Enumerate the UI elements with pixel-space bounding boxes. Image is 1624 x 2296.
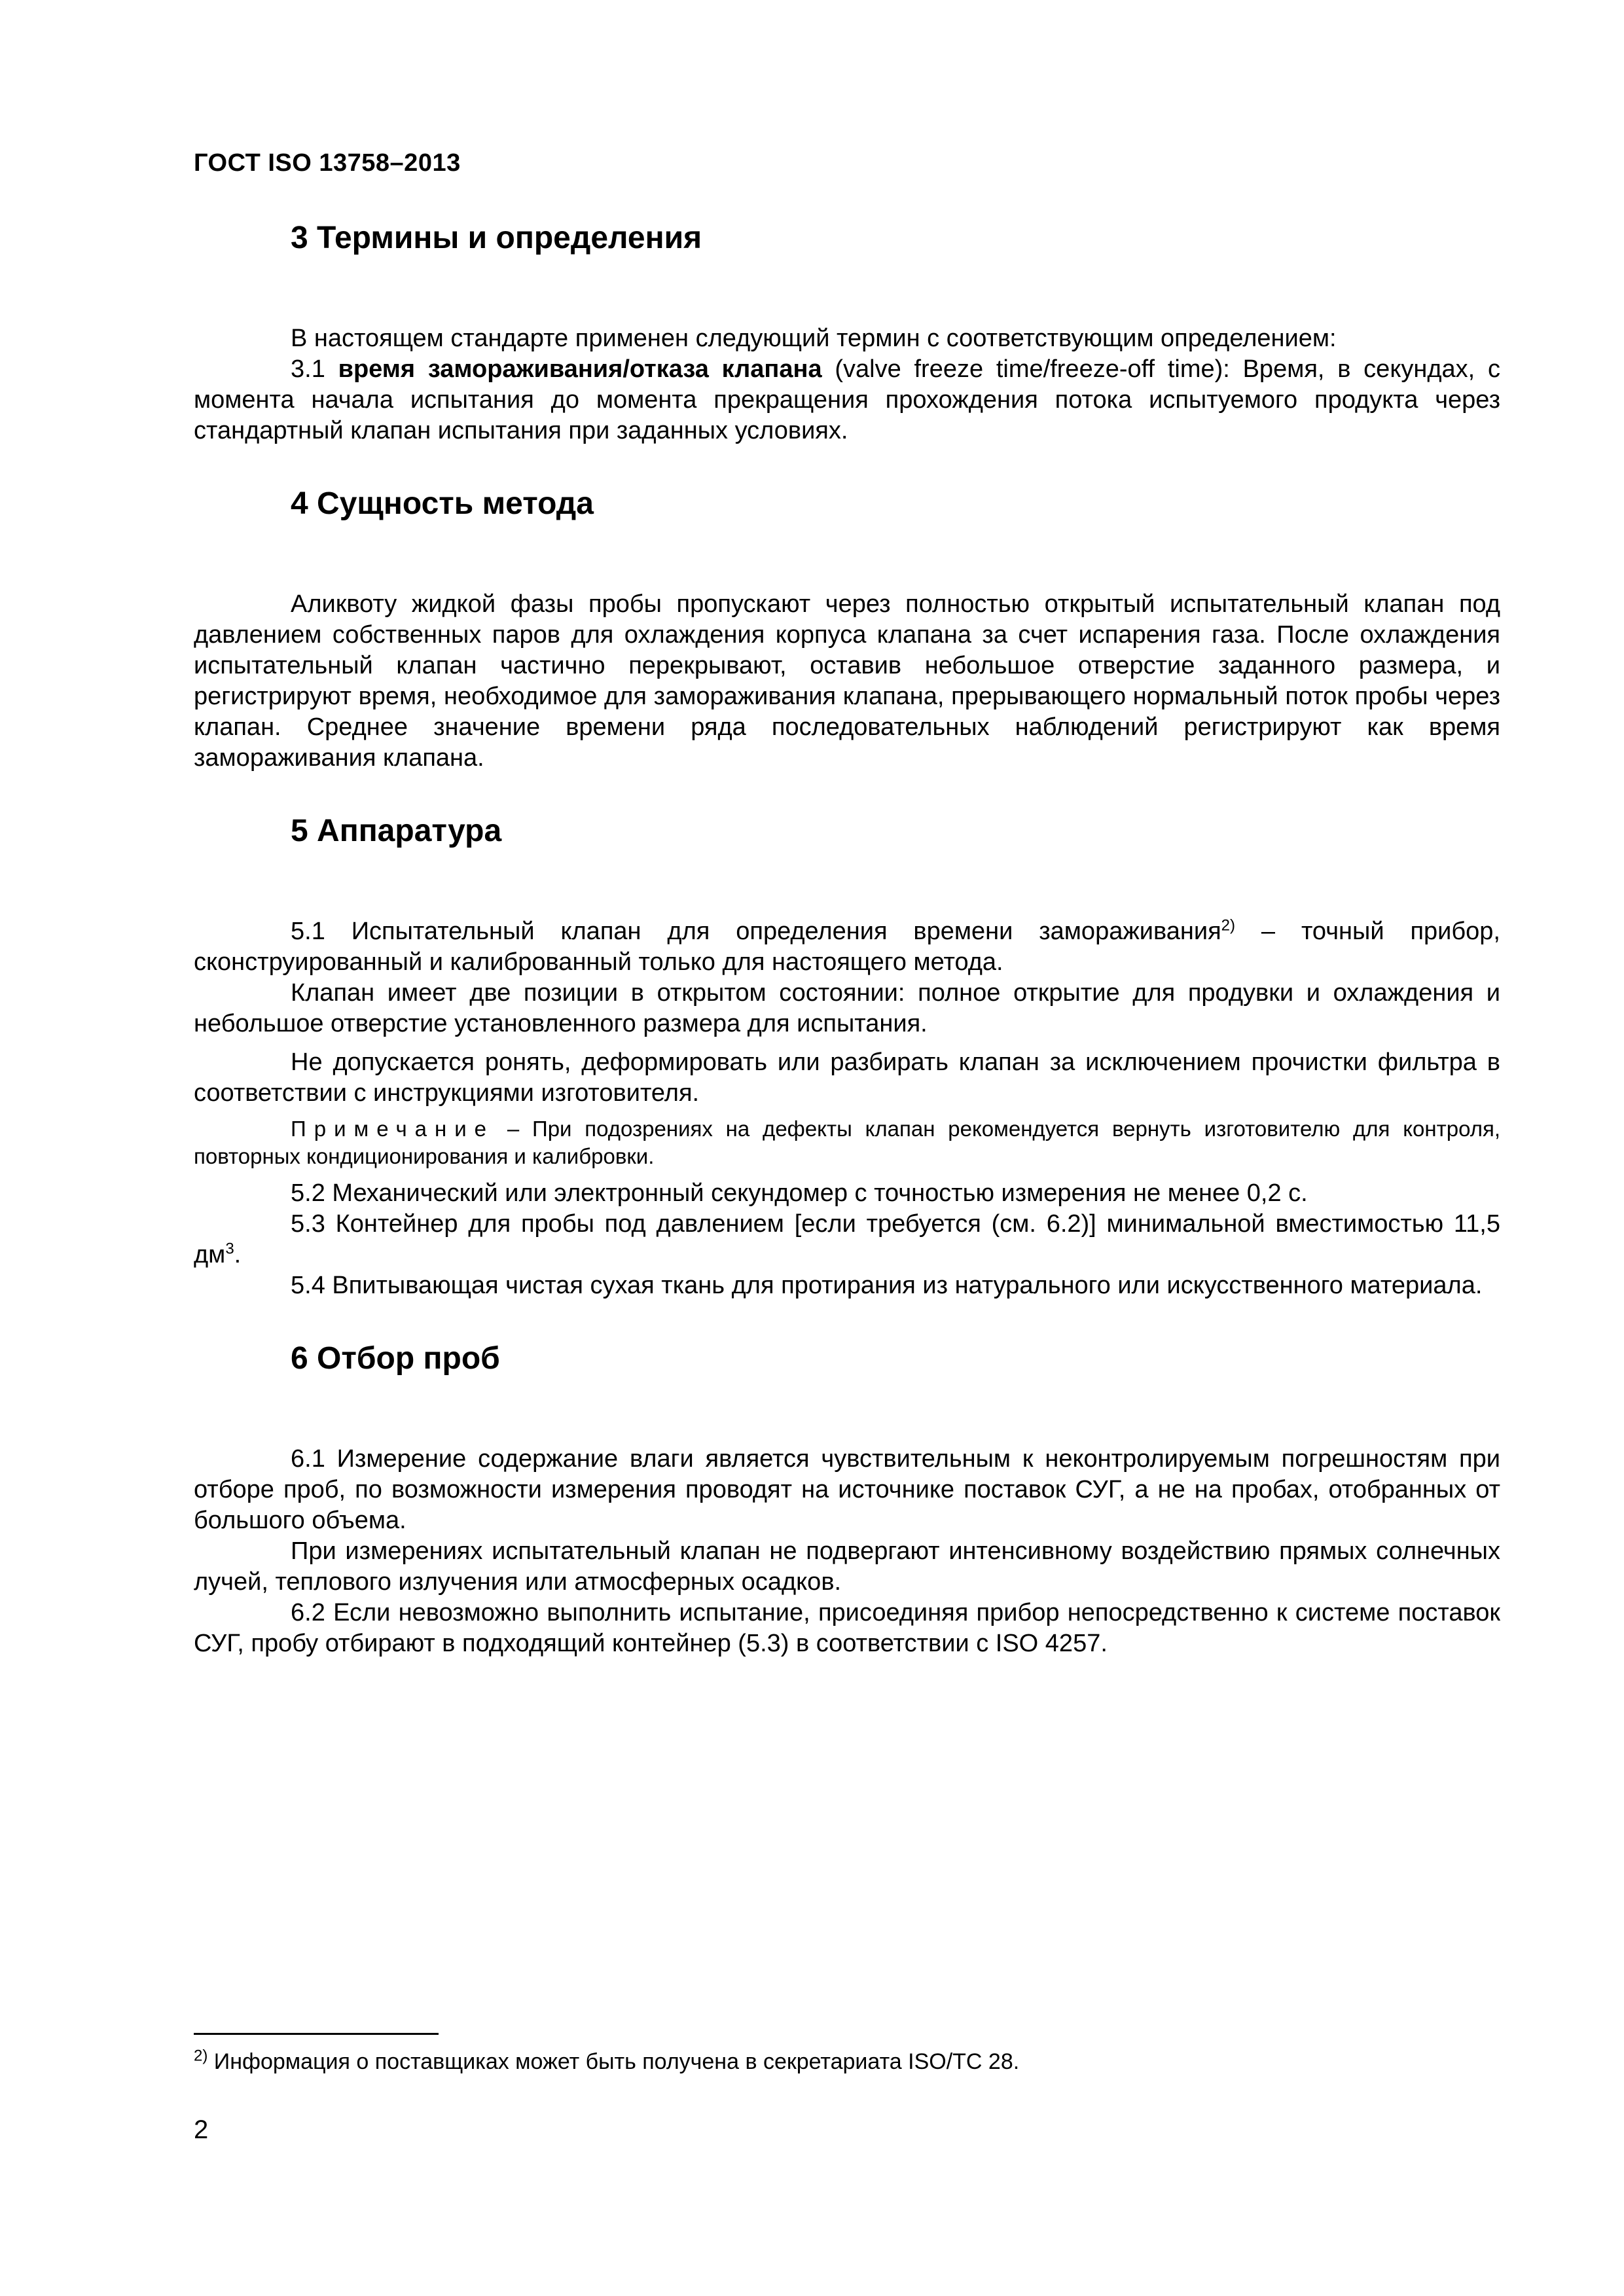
term-3-1 — [194, 354, 1500, 446]
section-4-heading: 4 Сущность метода — [291, 486, 594, 521]
clause-5-1-text-b: – точный прибор, сконструированный и калиброванный только для настоящего метода. — [194, 918, 1500, 976]
clause-5-3 — [194, 1209, 1500, 1270]
term-3-1-definition: (valve freeze time/freeze-off time): Время, в секундах, с момента начала испытания до момента прекращения прохождения потока испытуемого продукта через стандартный клапан испытания при заданных условиях. — [194, 355, 1500, 444]
clause-6-1-paragraph-2: При измерениях испытательный клапан не подвергают интенсивному воздействию прямых солнечных лучей, теплового излучения или атмосферных осадков. — [194, 1537, 1500, 1596]
footnote-text: Информация о поставщиках может быть получена в секретариата ISO/TC 28. — [208, 2049, 1020, 2074]
note-5-1 — [194, 1115, 1500, 1170]
section-3-heading: 3 Термины и определения — [291, 221, 702, 255]
document-code-header: ГОСТ ISO 13758–2013 — [194, 149, 461, 177]
clause-5-1-paragraph-2: Клапан имеет две позиции в открытом состоянии: полное открытие для продувки и охлаждения и небольшое отверстие установленного размера для испытания. — [194, 979, 1500, 1037]
clause-6-2: 6.2 Если невозможно выполнить испытание, присоединяя прибор непосредственно к системе поставок СУГ, пробу отбирают в подходящий контейнер (5.3) в соответствии с ISO 4257. — [194, 1599, 1500, 1657]
cubic-superscript: 3 — [225, 1240, 234, 1258]
note-text: – При подозрениях на дефекты клапан рекомендуется вернуть изготовителю для контроля, повторных кондиционирования и калибровки. — [194, 1117, 1500, 1168]
clause-5-2: 5.2 Механический или электронный секундомер с точностью измерения не менее 0,2 с. — [291, 1179, 1308, 1207]
footnote-reference-2: 2) — [1221, 916, 1236, 935]
footnote-separator — [194, 2033, 439, 2035]
clause-5-4: 5.4 Впитывающая чистая сухая ткань для протирания из натурального или искусственного материала. — [291, 1272, 1483, 1299]
term-3-1-number: 3.1 — [291, 355, 338, 383]
page-number: 2 — [194, 2115, 209, 2144]
section-5-heading: 5 Аппаратура — [291, 814, 502, 848]
clause-6-1: 6.1 Измерение содержание влаги является чувствительным к неконтролируемым погрешностям при отборе проб, по возможности измерения проводят на источнике поставок СУГ, а не на пробах, отобранных от большого объема. — [194, 1445, 1500, 1534]
footnote-2 — [194, 2047, 1019, 2076]
document-body — [194, 208, 1500, 1659]
section-6-heading: 6 Отбор проб — [291, 1341, 500, 1376]
term-3-1-name: время замораживания/отказа клапана — [338, 355, 822, 383]
clause-5-3-text-a: 5.3 Контейнер для пробы под давлением [если требуется (см. 6.2)] минимальной вместимостью 11,5 дм — [194, 1210, 1500, 1268]
note-label: Примечание — [291, 1117, 495, 1141]
footnote-marker: 2) — [194, 2047, 208, 2065]
section-4-text: Аликвоту жидкой фазы пробы пропускают через полностью открытый испытательный клапан под давлением собственных паров для охлаждения корпуса клапана за счет испарения газа. После охлаждения испытательный клапан частично перекрывают, оставив небольшое отверстие заданного размера, и регистрируют время, необходимое для замораживания клапана, прерывающего нормальный поток пробы через клапан. Среднее значение времени ряда последовательных наблюдений регистрируют как время замораживания клапана. — [194, 590, 1500, 772]
section-3-intro: В настоящем стандарте применен следующий термин с соответствующим определением: — [291, 325, 1337, 352]
clause-5-3-text-b: . — [234, 1241, 242, 1268]
clause-5-1-text-a: 5.1 Испытательный клапан для определения времени замораживания — [291, 918, 1221, 945]
clause-5-1 — [194, 916, 1500, 978]
clause-5-1-paragraph-3: Не допускается ронять, деформировать или разбирать клапан за исключением прочистки фильтра в соответствии с инструкциями изготовителя. — [194, 1049, 1500, 1107]
